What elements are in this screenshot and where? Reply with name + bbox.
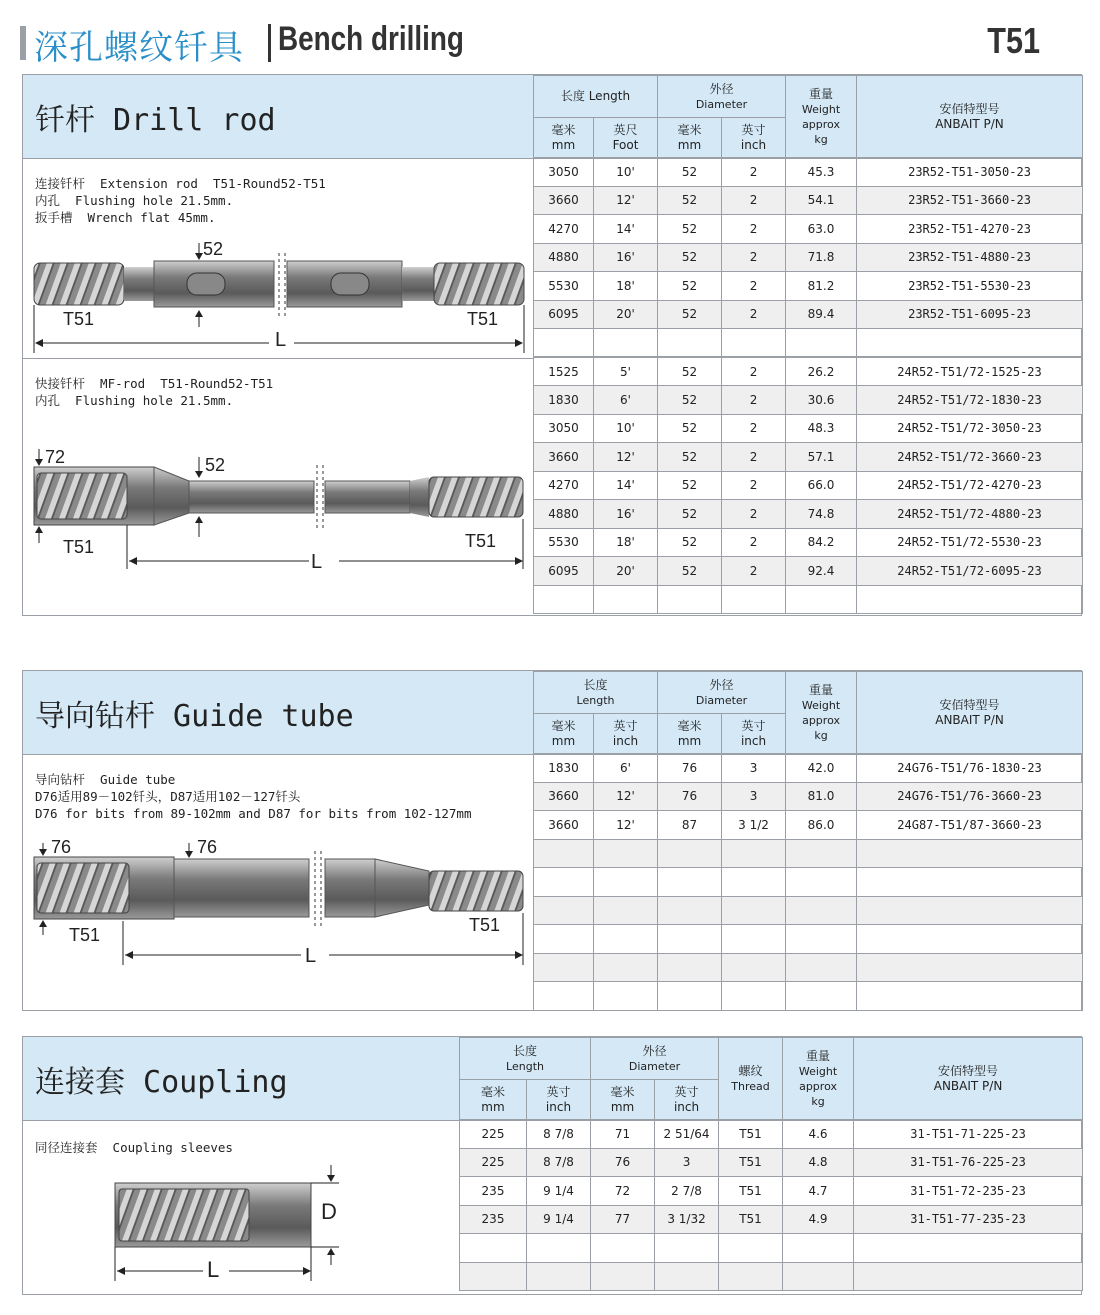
table-row: [534, 300, 1083, 329]
table-cell: [786, 982, 857, 1011]
table-cell: 2: [722, 500, 786, 529]
part-number-cell: [854, 1234, 1083, 1263]
table-cell: 4.6: [783, 1120, 854, 1149]
table-cell: T51: [719, 1120, 783, 1149]
table-cell: 52: [658, 158, 722, 187]
table-cell: [722, 585, 786, 614]
table-cell: 5530: [534, 528, 594, 557]
part-number-cell: 24R52-T51/72-4270-23: [857, 471, 1083, 500]
table-cell: [594, 982, 658, 1011]
part-number-cell: 24R52-T51/72-1525-23: [857, 357, 1083, 386]
table-cell: 3: [655, 1148, 719, 1177]
table-cell: [786, 925, 857, 954]
table-row: [534, 443, 1083, 472]
table-cell: [594, 896, 658, 925]
table-cell: 2: [722, 557, 786, 586]
table-cell: [594, 839, 658, 868]
guide-length-label: L: [305, 945, 317, 967]
table-cell: 52: [658, 272, 722, 301]
col-weight: 重量 Weight approx kg: [786, 672, 857, 754]
table-cell: 52: [658, 215, 722, 244]
part-number-cell: 31-T51-71-225-23: [854, 1120, 1083, 1149]
divider: [23, 358, 533, 359]
guide-tube-section: [22, 670, 1082, 1011]
table-cell: 18': [594, 528, 658, 557]
table-row: [534, 982, 1083, 1011]
table-cell: 2: [722, 300, 786, 329]
table-cell: [658, 868, 722, 897]
table-cell: 52: [658, 386, 722, 415]
table-cell: [594, 953, 658, 982]
table-cell: 2 51/64: [655, 1120, 719, 1149]
table-cell: 84.2: [786, 528, 857, 557]
table-cell: [722, 982, 786, 1011]
table-cell: 52: [658, 500, 722, 529]
guide-thread-left-label: T51: [69, 925, 101, 945]
table-cell: 2: [722, 186, 786, 215]
col-length-mm: 毫米 mm: [534, 714, 594, 754]
thread-code: T51: [987, 20, 1040, 61]
table-cell: 2: [722, 471, 786, 500]
table-cell: 42.0: [786, 754, 857, 783]
col-length-mm: 毫米 mm: [460, 1080, 527, 1120]
table-row: [534, 243, 1083, 272]
table-row: [534, 925, 1083, 954]
ext-dim-52-label: 52: [203, 239, 224, 259]
table-cell: [658, 329, 722, 358]
table-cell: 10': [594, 158, 658, 187]
table-cell: 81.2: [786, 272, 857, 301]
table-cell: 52: [658, 243, 722, 272]
table-cell: 235: [460, 1205, 527, 1234]
table-row: [534, 782, 1083, 811]
part-number-cell: [857, 839, 1083, 868]
table-cell: [460, 1262, 527, 1291]
table-cell: 52: [658, 300, 722, 329]
table-cell: 8 7/8: [527, 1120, 591, 1149]
table-cell: 63.0: [786, 215, 857, 244]
table-cell: 5': [594, 357, 658, 386]
part-number-cell: 24R52-T51/72-5530-23: [857, 528, 1083, 557]
table-cell: [783, 1262, 854, 1291]
table-cell: 12': [594, 782, 658, 811]
page-title-en: Bench drilling: [278, 20, 464, 58]
table-cell: 71: [591, 1120, 655, 1149]
table-cell: 3660: [534, 782, 594, 811]
col-thread: 螺纹 Thread: [719, 1038, 783, 1120]
table-cell: 3 1/32: [655, 1205, 719, 1234]
section-title: 连接套 Coupling: [35, 1065, 288, 1100]
col-diameter: 外径 Diameter: [658, 76, 786, 118]
table-cell: 72: [591, 1177, 655, 1206]
table-row: [534, 272, 1083, 301]
col-length-inch: 英寸 inch: [594, 714, 658, 754]
table-row: [534, 953, 1083, 982]
table-cell: [719, 1262, 783, 1291]
table-cell: 2: [722, 215, 786, 244]
table-cell: 5530: [534, 272, 594, 301]
part-number-cell: [857, 982, 1083, 1011]
coupling-description: 同径连接套 Coupling sleeves: [35, 1140, 233, 1155]
table-cell: 6095: [534, 557, 594, 586]
part-number-cell: 23R52-T51-3660-23: [857, 186, 1083, 215]
table-cell: [594, 585, 658, 614]
table-cell: 52: [658, 471, 722, 500]
table-cell: 52: [658, 528, 722, 557]
table-row: [534, 357, 1083, 386]
table-cell: [594, 329, 658, 358]
table-cell: 20': [594, 300, 658, 329]
table-cell: [534, 925, 594, 954]
table-row: [534, 386, 1083, 415]
table-cell: 86.0: [786, 811, 857, 840]
table-cell: 9 1/4: [527, 1205, 591, 1234]
mf-thread-left-label: T51: [63, 537, 95, 557]
part-number-cell: [854, 1262, 1083, 1291]
table-cell: [591, 1262, 655, 1291]
mf-rod-drawing: [29, 447, 534, 577]
table-cell: 2: [722, 528, 786, 557]
table-cell: 4270: [534, 471, 594, 500]
mf-length-label: L: [311, 551, 323, 573]
header-accent-bar: [20, 26, 26, 60]
table-cell: 4880: [534, 500, 594, 529]
table-cell: 3 1/2: [722, 811, 786, 840]
table-cell: 1525: [534, 357, 594, 386]
part-number-cell: [857, 953, 1083, 982]
page-title-cn: 深孔螺纹钎具: [34, 28, 244, 68]
table-row: [534, 839, 1083, 868]
table-cell: [527, 1234, 591, 1263]
table-cell: 6': [594, 754, 658, 783]
table-cell: 12': [594, 186, 658, 215]
part-number-cell: [857, 896, 1083, 925]
table-cell: 4.8: [783, 1148, 854, 1177]
guide-tube-description: 导向钻杆 Guide tube D76适用89－102钎头，D87适用102－127钎头 D76 for bits from 89-102mm and D87 for bits from 102-127mm: [35, 772, 472, 821]
table-cell: T51: [719, 1177, 783, 1206]
col-length-mm: 毫米 mm: [534, 118, 594, 158]
table-cell: 1830: [534, 754, 594, 783]
table-cell: 89.4: [786, 300, 857, 329]
table-cell: 2: [722, 414, 786, 443]
table-cell: 12': [594, 811, 658, 840]
table-cell: 14': [594, 215, 658, 244]
guide-tube-table: [533, 671, 1083, 1011]
table-cell: 18': [594, 272, 658, 301]
table-cell: [534, 896, 594, 925]
table-cell: 10': [594, 414, 658, 443]
ext-length-label: L: [275, 329, 287, 351]
table-row: [460, 1205, 1083, 1234]
table-cell: 2: [722, 357, 786, 386]
table-cell: [655, 1262, 719, 1291]
table-cell: [658, 982, 722, 1011]
table-cell: [534, 839, 594, 868]
table-cell: [786, 839, 857, 868]
table-row: [534, 414, 1083, 443]
table-cell: 2: [722, 386, 786, 415]
mf-thread-right-label: T51: [465, 531, 497, 551]
table-cell: 235: [460, 1177, 527, 1206]
table-cell: [658, 953, 722, 982]
table-cell: [594, 868, 658, 897]
table-row: [534, 500, 1083, 529]
table-cell: 92.4: [786, 557, 857, 586]
table-cell: 57.1: [786, 443, 857, 472]
col-diameter: 外径 Diameter: [658, 672, 786, 714]
table-row: [534, 158, 1083, 187]
col-diameter-inch: 英寸 inch: [722, 714, 786, 754]
table-row: [534, 557, 1083, 586]
table-cell: 54.1: [786, 186, 857, 215]
table-cell: [722, 839, 786, 868]
table-cell: [786, 953, 857, 982]
table-cell: 3660: [534, 186, 594, 215]
part-number-cell: [857, 868, 1083, 897]
table-cell: 76: [658, 782, 722, 811]
guide-dim-76b-label: 76: [197, 837, 218, 857]
mf-dim-72-label: 72: [45, 447, 66, 467]
part-number-cell: 31-T51-77-235-23: [854, 1205, 1083, 1234]
table-cell: 30.6: [786, 386, 857, 415]
table-cell: [722, 925, 786, 954]
table-cell: 225: [460, 1120, 527, 1149]
table-cell: 6095: [534, 300, 594, 329]
part-number-cell: 24R52-T51/72-1830-23: [857, 386, 1083, 415]
table-cell: [786, 868, 857, 897]
table-cell: 3050: [534, 158, 594, 187]
table-row: [534, 471, 1083, 500]
table-cell: 52: [658, 557, 722, 586]
col-diameter-inch: 英寸 inch: [655, 1080, 719, 1120]
table-row: [460, 1234, 1083, 1263]
table-cell: 74.8: [786, 500, 857, 529]
part-number-cell: 23R52-T51-6095-23: [857, 300, 1083, 329]
page-header: [20, 18, 1080, 68]
table-row: [534, 754, 1083, 783]
mf-dim-52-label: 52: [205, 455, 226, 475]
col-length: 长度 Length: [534, 76, 658, 118]
table-cell: [658, 925, 722, 954]
col-diameter-mm: 毫米 mm: [591, 1080, 655, 1120]
part-number-cell: 23R52-T51-5530-23: [857, 272, 1083, 301]
part-number-cell: 23R52-T51-4270-23: [857, 215, 1083, 244]
table-cell: 4.7: [783, 1177, 854, 1206]
table-cell: [722, 953, 786, 982]
table-row: [534, 329, 1083, 358]
extension-rod-description: 连接钎杆 Extension rod T51-Round52-T51 内孔 Flushing hole 21.5mm. 扳手槽 Wrench flat 45mm.: [35, 176, 326, 225]
part-number-cell: 24R52-T51/72-6095-23: [857, 557, 1083, 586]
table-cell: 4880: [534, 243, 594, 272]
col-length: 长度 Length: [534, 672, 658, 714]
part-number-cell: 31-T51-72-235-23: [854, 1177, 1083, 1206]
section-title: 导向钻杆 Guide tube: [35, 699, 354, 734]
table-cell: 52: [658, 186, 722, 215]
table-row: [460, 1262, 1083, 1291]
table-cell: 52: [658, 357, 722, 386]
part-number-cell: 24G76-T51/76-1830-23: [857, 754, 1083, 783]
table-cell: [591, 1234, 655, 1263]
table-row: [460, 1148, 1083, 1177]
table-cell: 66.0: [786, 471, 857, 500]
table-row: [534, 811, 1083, 840]
drill-rod-section: [22, 74, 1082, 616]
table-cell: 2: [722, 272, 786, 301]
table-cell: 12': [594, 443, 658, 472]
col-diameter-mm: 毫米 mm: [658, 118, 722, 158]
table-cell: 81.0: [786, 782, 857, 811]
table-cell: [534, 982, 594, 1011]
header-separator: [268, 24, 271, 62]
table-cell: 2: [722, 158, 786, 187]
table-cell: 16': [594, 500, 658, 529]
table-row: [534, 215, 1083, 244]
col-weight: 重量 Weight approx kg: [786, 76, 857, 158]
table-cell: [534, 329, 594, 358]
table-cell: [786, 329, 857, 358]
table-cell: 3050: [534, 414, 594, 443]
table-cell: [534, 585, 594, 614]
table-cell: 16': [594, 243, 658, 272]
table-cell: [719, 1234, 783, 1263]
table-cell: [594, 925, 658, 954]
table-cell: [722, 868, 786, 897]
table-row: [534, 585, 1083, 614]
table-cell: [722, 896, 786, 925]
part-number-cell: 24G87-T51/87-3660-23: [857, 811, 1083, 840]
coupling-dim-d-label: D: [321, 1199, 337, 1224]
table-cell: [658, 585, 722, 614]
table-cell: 3: [722, 754, 786, 783]
table-cell: T51: [719, 1205, 783, 1234]
table-cell: 71.8: [786, 243, 857, 272]
col-length-inch: 英寸 inch: [527, 1080, 591, 1120]
table-cell: 3660: [534, 443, 594, 472]
mf-rod-description: 快接钎杆 MF-rod T51-Round52-T51 内孔 Flushing hole 21.5mm.: [35, 376, 274, 408]
col-part-number: 安佰特型号 ANBAIT P/N: [857, 76, 1083, 158]
guide-tube-drawing: [29, 843, 534, 973]
table-cell: 2: [722, 243, 786, 272]
table-cell: 9 1/4: [527, 1177, 591, 1206]
table-cell: 45.3: [786, 158, 857, 187]
table-cell: 76: [658, 754, 722, 783]
table-cell: 76: [591, 1148, 655, 1177]
part-number-cell: 24G76-T51/76-3660-23: [857, 782, 1083, 811]
table-cell: [527, 1262, 591, 1291]
table-row: [534, 896, 1083, 925]
table-cell: 225: [460, 1148, 527, 1177]
table-cell: 52: [658, 443, 722, 472]
part-number-cell: 23R52-T51-4880-23: [857, 243, 1083, 272]
col-length: 长度 Length: [460, 1038, 591, 1080]
table-cell: 77: [591, 1205, 655, 1234]
guide-dim-76a-label: 76: [51, 837, 72, 857]
part-number-cell: 31-T51-76-225-23: [854, 1148, 1083, 1177]
col-diameter-mm: 毫米 mm: [658, 714, 722, 754]
coupling-length-label: L: [207, 1257, 220, 1282]
col-part-number: 安佰特型号 ANBAIT P/N: [854, 1038, 1083, 1120]
table-cell: [534, 868, 594, 897]
coupling-section: [22, 1036, 1082, 1295]
table-cell: 20': [594, 557, 658, 586]
table-cell: 4270: [534, 215, 594, 244]
col-part-number: 安佰特型号 ANBAIT P/N: [857, 672, 1083, 754]
table-row: [534, 186, 1083, 215]
part-number-cell: [857, 329, 1083, 358]
table-cell: 14': [594, 471, 658, 500]
table-cell: [783, 1234, 854, 1263]
table-cell: 4.9: [783, 1205, 854, 1234]
table-cell: 1830: [534, 386, 594, 415]
col-weight: 重量 Weight approx kg: [783, 1038, 854, 1120]
table-cell: [534, 953, 594, 982]
col-diameter-inch: 英寸 inch: [722, 118, 786, 158]
part-number-cell: 24R52-T51/72-3660-23: [857, 443, 1083, 472]
part-number-cell: 23R52-T51-3050-23: [857, 158, 1083, 187]
coupling-table: [459, 1037, 1083, 1291]
table-cell: [655, 1234, 719, 1263]
table-cell: 26.2: [786, 357, 857, 386]
table-cell: T51: [719, 1148, 783, 1177]
table-cell: [658, 896, 722, 925]
table-cell: [658, 839, 722, 868]
table-cell: 6': [594, 386, 658, 415]
col-diameter: 外径 Diameter: [591, 1038, 719, 1080]
col-length-foot: 英尺 Foot: [594, 118, 658, 158]
table-cell: 48.3: [786, 414, 857, 443]
table-cell: 2 7/8: [655, 1177, 719, 1206]
table-row: [460, 1177, 1083, 1206]
part-number-cell: [857, 585, 1083, 614]
section-title: 钎杆 Drill rod: [35, 103, 276, 138]
table-cell: [786, 896, 857, 925]
table-row: [460, 1120, 1083, 1149]
table-cell: 3660: [534, 811, 594, 840]
table-cell: [460, 1234, 527, 1263]
table-cell: 2: [722, 443, 786, 472]
table-cell: 8 7/8: [527, 1148, 591, 1177]
drill-rod-table: [533, 75, 1083, 614]
table-cell: [722, 329, 786, 358]
part-number-cell: [857, 925, 1083, 954]
guide-thread-right-label: T51: [469, 915, 501, 935]
table-cell: 87: [658, 811, 722, 840]
part-number-cell: 24R52-T51/72-3050-23: [857, 414, 1083, 443]
table-cell: 3: [722, 782, 786, 811]
ext-thread-right-label: T51: [467, 309, 499, 329]
table-cell: 52: [658, 414, 722, 443]
table-row: [534, 868, 1083, 897]
table-cell: [786, 585, 857, 614]
table-row: [534, 528, 1083, 557]
part-number-cell: 24R52-T51/72-4880-23: [857, 500, 1083, 529]
ext-thread-left-label: T51: [63, 309, 95, 329]
